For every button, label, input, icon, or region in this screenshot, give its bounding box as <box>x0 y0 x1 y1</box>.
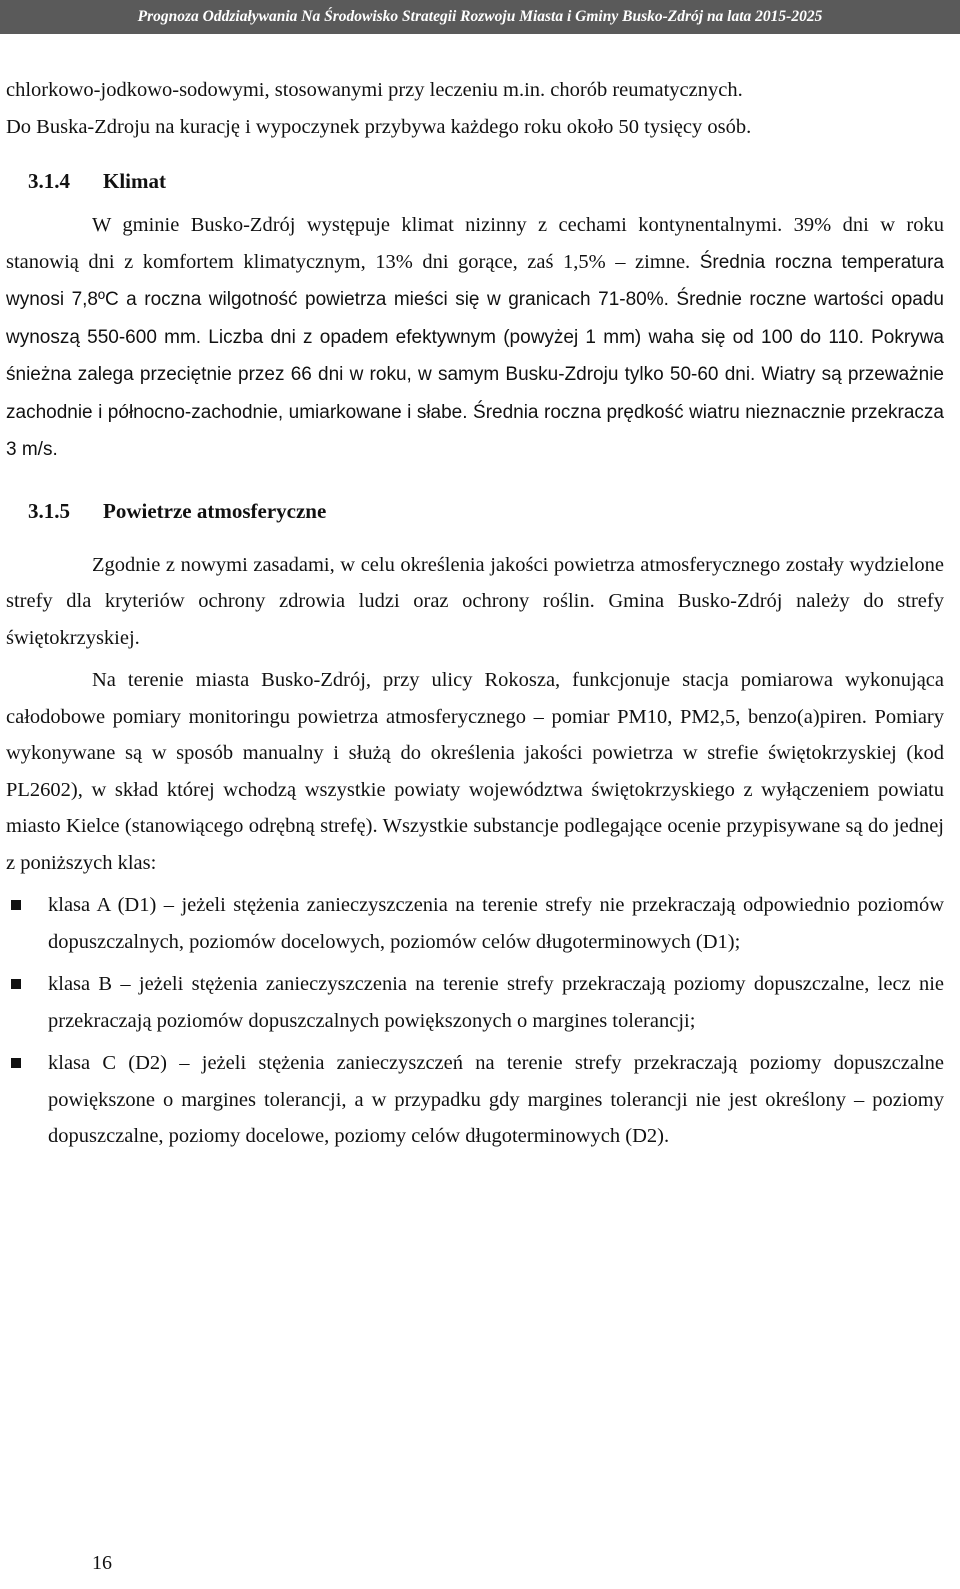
list-item <box>6 887 944 960</box>
section-heading-powietrze <box>6 493 944 529</box>
section-title: Klimat <box>103 169 166 193</box>
square-bullet-icon <box>11 1058 21 1068</box>
section-heading-klimat <box>6 163 944 199</box>
klimat-paragraph <box>6 207 944 469</box>
intro-line-2: Do Buska-Zdroju na kurację i wypoczynek przybywa każdego roku około 50 tysięcy osób. <box>6 115 752 138</box>
klimat-text-sans: Średnia roczna temperatura wynosi 7,8ºC a roczna wilgotność powietrza mieści się w granicach 71-80%. Średnie roczne wartości opadu wynoszą 550-600 mm. Liczba dni z opadem efektywnym (powyżej 1 mm) waha się od 100 do 110. Pokrywa śnieżna zalega przeciętnie przez 66 dni w roku, w samym Busku-Zdroju tylko 50-60 dni. Wiatry są przeważnie zachodnie i północno-zachodnie, umiarkowane i słabe. Średnia roczna prędkość wiatru nieznacznie przekracza 3 m/s. <box>6 251 944 460</box>
square-bullet-icon <box>11 900 21 910</box>
header-title: Prognoza Oddziaływania Na Środowisko Strategii Rozwoju Miasta i Gminy Busko-Zdrój na lata 2015-2025 <box>137 8 823 25</box>
klimat-text-serif: W gminie Busko-Zdrój występuje klimat nizinny z cechami kontynentalnymi. 39% dni w roku stanowią dni z komfortem klimatycznym, 13% dni gorące, zaś 1,5% – zimne. <box>6 214 944 273</box>
section-number: 3.1.4 <box>28 169 70 193</box>
powietrze-paragraph-1: Zgodnie z nowymi zasadami, w celu określenia jakości powietrza atmosferycznego zostały wydzielone strefy dla kryteriów ochrony zdrowia ludzi oraz ochrony roślin. Gmina Busko-Zdrój należy do strefy świętokrzyskiej. <box>6 553 944 649</box>
page-number: 16 <box>92 1552 112 1574</box>
section-number: 3.1.5 <box>28 498 70 523</box>
square-bullet-icon <box>11 979 21 989</box>
list-item-text: klasa B – jeżeli stężenia zanieczyszczenia na terenie strefy przekraczają poziomy dopuszczalne, lecz nie przekraczają poziomów dopuszczalnych powiększonych o margines tolerancji; <box>48 973 944 1032</box>
class-list <box>6 887 944 1155</box>
list-item-text: klasa C (D2) – jeżeli stężenia zanieczyszczeń na terenie strefy przekraczają poziomy dopuszczalne powiększone o margines tolerancji, a w przypadku gdy margines tolerancji nie jest określony – poziomy dopuszczalne, poziomy docelowe, poziomy celów długoterminowych (D2). <box>48 1052 944 1147</box>
intro-line-1: chlorkowo-jodkowo-sodowymi, stosowanymi przy leczeniu m.in. chorób reumatycznych. <box>6 79 743 101</box>
powietrze-paragraph-2: Na terenie miasta Busko-Zdrój, przy ulicy Rokosza, funkcjonuje stacja pomiarowa wykonująca całodobowe pomiary monitoringu powietrza atmosferycznego – pomiar PM10, PM2,5, benzo(a)piren. Pomiary wykonywane są w sposób manualny i służą do określenia jakości powietrza w strefie świętokrzyskiej (kod PL2602), w skład której wchodzą wszystkie powiaty województwa świętokrzyskiego z wyłączeniem powiatu miasto Kielce (stanowiącego odrębną strefę). Wszystkie substancje podlegające ocenie przypisywane są do jednej z poniższych klas: <box>6 669 944 874</box>
list-item <box>6 966 944 1039</box>
document-body <box>6 72 944 1161</box>
list-item-text: klasa A (D1) – jeżeli stężenia zanieczyszczenia na terenie strefy nie przekraczają odpowiednio poziomów dopuszczalnych, poziomów docelowych, poziomów celów długoterminowych (D1); <box>48 894 944 953</box>
section-title: Powietrze atmosferyczne <box>103 498 327 523</box>
list-item <box>6 1045 944 1155</box>
page-header <box>0 0 960 34</box>
